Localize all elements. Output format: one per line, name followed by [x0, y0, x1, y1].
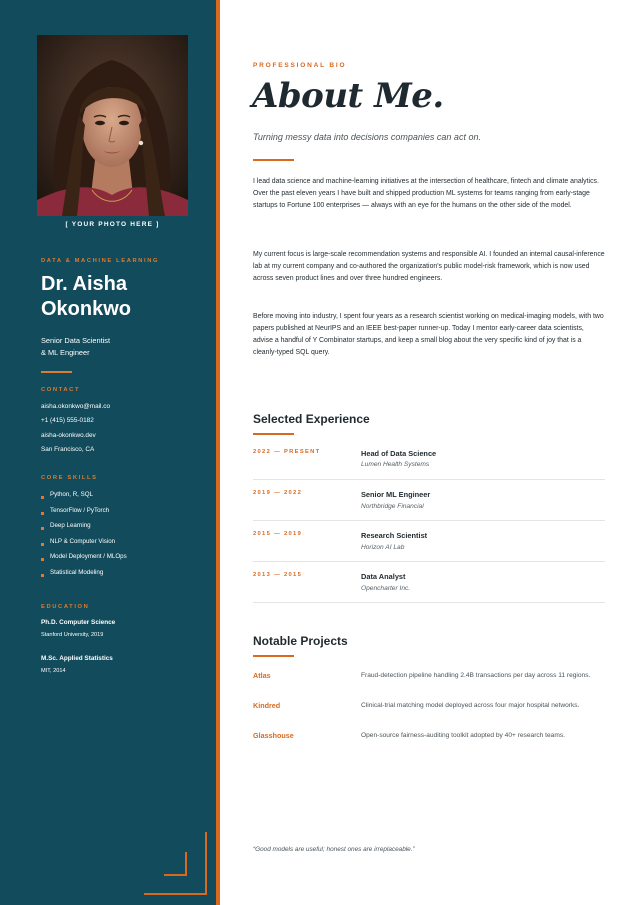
projects-heading: Notable Projects [253, 634, 348, 648]
skill-label: NLP & Computer Vision [50, 538, 116, 545]
name-line-1: Dr. Aisha [41, 273, 127, 295]
profile-photo [37, 35, 188, 216]
section-kicker: PROFESSIONAL BIO [253, 62, 347, 69]
skill-label: Model Deployment / MLOps [50, 553, 127, 560]
contact-email[interactable]: aisha.okonkwo@mail.co [41, 403, 111, 410]
row-divider [253, 561, 605, 562]
name-line-2: Okonkwo [41, 298, 132, 320]
bullet-icon [41, 527, 44, 530]
project-description: Clinical-trial matching model deployed across four major hospital networks. [361, 702, 580, 709]
job-title [41, 335, 110, 358]
experience-dates: 2022 — PRESENT [253, 449, 321, 455]
bio-paragraph: I lead data science and machine-learning initiatives at the intersection of healthcare, fintech and climate analytics. Over the past eleven years I have built and shipped production ML systems for teams ranging from early-stage startups to Fortune 100 enterprises — always with an eye for the humans on the other side of the model. [253, 178, 599, 209]
project-name: Kindred [253, 701, 281, 710]
tagline: Turning messy data into decisions companies can act on. [253, 132, 481, 142]
experience-role: Senior ML Engineer [361, 490, 431, 499]
skill-item [41, 552, 127, 561]
skills-heading: CORE SKILLS [41, 475, 98, 481]
sidebar-divider [41, 371, 72, 373]
row-divider [253, 602, 605, 603]
experience-company: Horizon AI Lab [361, 544, 405, 551]
experience-role: Research Scientist [361, 531, 428, 540]
title-divider [253, 159, 294, 161]
experience-role: Head of Data Science [361, 449, 437, 458]
contact-location: San Francisco, CA [41, 446, 95, 453]
skill-item [41, 537, 115, 546]
experience-role: Data Analyst [361, 572, 406, 581]
skill-item [41, 568, 103, 577]
skill-label: TensorFlow / PyTorch [50, 507, 110, 514]
sidebar-kicker: DATA & MACHINE LEARNING [41, 258, 160, 264]
experience-heading: Selected Experience [253, 412, 370, 426]
corner-bracket-ornament [140, 830, 210, 900]
sidebar-accent-edge [216, 0, 220, 905]
experience-dates: 2019 — 2022 [253, 490, 303, 496]
experience-company: Lumen Health Systems [361, 461, 430, 468]
project-name: Atlas [253, 671, 271, 680]
contact-heading: CONTACT [41, 387, 81, 393]
skill-item [41, 506, 109, 515]
education-school: MIT, 2014 [41, 668, 66, 674]
bio-paragraph: Before moving into industry, I spent four years as a research scientist working on medical-imaging models, with two papers published at NeurIPS and an IEEE best-paper runner-up. Today I mentor early-career data scientists, advise a handful of Y Combinator startups, and keep a small blog about the very specific kind of joy that is a cleanly-typed SQL query. [253, 313, 604, 356]
experience-divider [253, 433, 294, 435]
photo-caption: [ YOUR PHOTO HERE ] [65, 221, 160, 228]
projects-divider [253, 655, 294, 657]
bullet-icon [41, 558, 44, 561]
skill-label: Deep Learning [50, 522, 91, 529]
bullet-icon [41, 574, 44, 577]
row-divider [253, 520, 605, 521]
experience-company: Northbridge Financial [361, 503, 424, 510]
education-degree: M.Sc. Applied Statistics [41, 655, 113, 662]
role-line-1: Senior Data Scientist [41, 336, 111, 345]
contact-phone[interactable]: +1 (415) 555-0182 [41, 417, 94, 424]
footer-quote: “Good models are useful; honest ones are irreplaceable.” [253, 846, 415, 853]
experience-dates: 2013 — 2015 [253, 572, 303, 578]
skill-label: Statistical Modeling [50, 569, 104, 576]
education-heading: EDUCATION [41, 604, 90, 610]
row-divider [253, 479, 605, 480]
project-description: Open-source fairness-auditing toolkit adopted by 40+ research teams. [361, 732, 565, 739]
bullet-icon [41, 512, 44, 515]
experience-dates: 2015 — 2019 [253, 531, 303, 537]
bullet-icon [41, 543, 44, 546]
education-degree: Ph.D. Computer Science [41, 619, 116, 626]
bullet-icon [41, 496, 44, 499]
project-description: Fraud-detection pipeline handling 2.4B transactions per day across 11 regions. [361, 672, 591, 679]
person-name [41, 272, 211, 322]
contact-website[interactable]: aisha-okonkwo.dev [41, 432, 96, 439]
bio-paragraph: My current focus is large-scale recommendation systems and responsible AI. I founded an internal causal-inference lab at my current company and co-authored the organization's public model-risk framework, which is now used across seven product lines and over three hundred engineers. [253, 251, 605, 282]
skill-item [41, 490, 93, 499]
skill-item [41, 521, 91, 530]
project-name: Glasshouse [253, 731, 294, 740]
page-title: About Me. [252, 76, 444, 116]
role-line-2: & ML Engineer [41, 347, 90, 357]
skill-label: Python, R, SQL [50, 491, 93, 498]
education-school: Stanford University, 2019 [41, 632, 104, 638]
experience-company: Opencharter Inc. [361, 585, 411, 592]
